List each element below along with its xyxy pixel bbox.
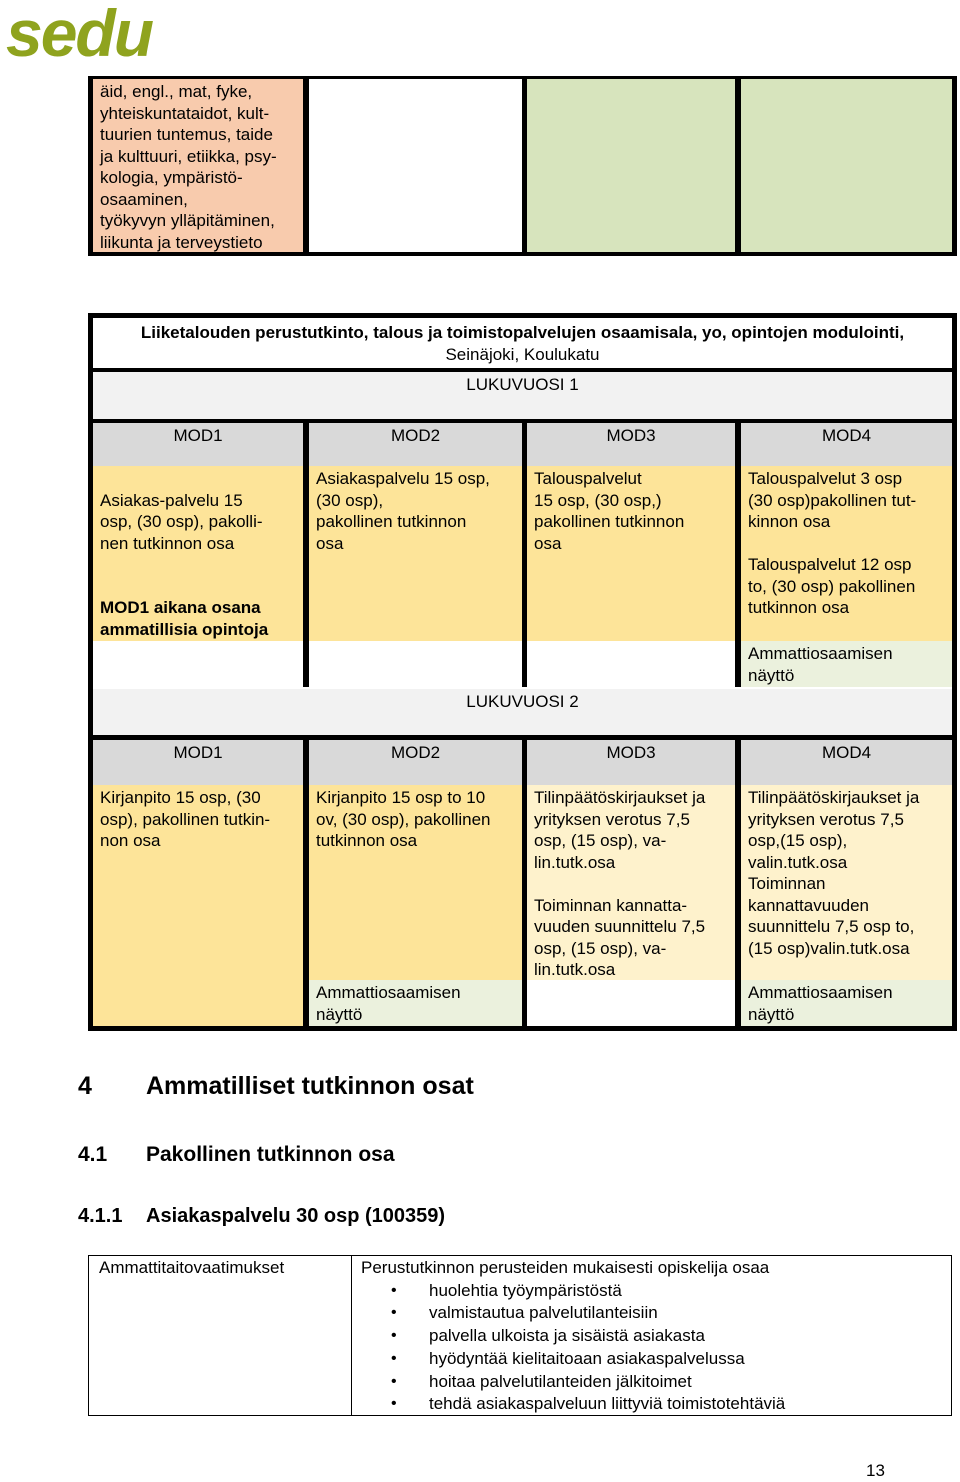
mod2-cell: Asiakaspalvelu 15 osp, (30 osp), pakollinen tutkinnon osa (309, 466, 522, 641)
logo-text: sedu (6, 0, 153, 70)
mod-header: MOD1 (93, 740, 303, 785)
mod-header: MOD4 (741, 423, 952, 466)
list-item: • hyödyntää kielitaitoaan asiakaspalvelussa (361, 1348, 943, 1371)
demo-cell: Ammattiosaamisen näyttö (309, 980, 522, 1026)
competence-intro: Perustutkinnon perusteiden mukaisesti opiskelija osaa (361, 1258, 770, 1277)
mod3-cell: Tilinpäätöskirjaukset ja yrityksen verotus 7,5 osp, (15 osp), va- lin.tutk.osa Toiminnan kannatta- vuuden suunnittelu 7,5 osp, (15 osp), va- lin.tutk.osa (527, 785, 735, 980)
mod-header: MOD3 (527, 740, 735, 785)
mod2-cell: Kirjanpito 15 osp to 10 ov, (30 osp), pakollinen tutkinnon osa (309, 785, 522, 980)
green-cell (527, 79, 735, 252)
mod1-cell (93, 466, 303, 641)
mod-header: MOD4 (741, 740, 952, 785)
heading-number: 4 (78, 1072, 92, 1100)
subjects-cell: äid, engl., mat, fyke, yhteiskuntataidot, kult- tuurien tuntemus, taide ja kulttuuri, etiikka, psy- kologia, ympäristö- osaaminen, työkyvyn ylläpitäminen, liikunta ja terveystieto (93, 79, 303, 252)
table-subtitle: Seinäjoki, Koulukatu (445, 345, 600, 364)
empty-cell (309, 79, 522, 252)
table-title: Liiketalouden perustutkinto, talous ja toimistopalvelujen osaamisala, yo, opintojen modulointi, (140, 323, 905, 342)
year-label: LUKUVUOSI 1 (93, 372, 952, 419)
mod1-cell: Kirjanpito 15 osp, (30 osp), pakollinen tutkin- non osa (93, 785, 303, 1026)
mod-header: MOD2 (309, 423, 522, 466)
competence-content (353, 1256, 951, 1415)
mod4-cell: Tilinpäätöskirjaukset ja yrityksen verotus 7,5 osp,(15 osp), valin.tutk.osa Toiminnan kannattavuuden suunnittelu 7,5 osp to, (15 osp)valin.tutk.osa (741, 785, 952, 980)
list-item: • palvella ulkoista ja sisäistä asiakasta (361, 1325, 943, 1348)
heading-text: Asiakaspalvelu 30 osp (100359) (146, 1205, 446, 1227)
list-item: • tehdä asiakaspalveluun liittyviä toimistotehtäviä (361, 1393, 943, 1416)
list-item: • huolehtia työympäristöstä (361, 1280, 943, 1303)
competence-table (88, 1255, 952, 1416)
mod4-cell: Talouspalvelut 3 osp (30 osp)pakollinen tut- kinnon osa Talouspalvelut 12 osp to, (30 osp) pakollinen tutkinnon osa (741, 466, 952, 641)
heading-number: 4.1 (78, 1143, 108, 1166)
heading-level-3 (78, 1206, 445, 1228)
heading-number: 4.1.1 (78, 1205, 123, 1227)
green-cell (741, 79, 952, 252)
list-item: • valmistautua palvelutilanteisiin (361, 1302, 943, 1325)
competence-list (361, 1280, 943, 1417)
mod-header: MOD1 (93, 423, 303, 466)
demo-cell: Ammattiosaamisen näyttö (741, 641, 952, 687)
mod1-text: Asiakas-palvelu 15 osp, (30 osp), pakolli- nen tutkinnon osa (100, 490, 263, 553)
heading-text: Pakollinen tutkinnon osa (146, 1143, 395, 1166)
heading-text: Ammatilliset tutkinnon osat (146, 1072, 474, 1100)
year-label: LUKUVUOSI 2 (93, 689, 952, 735)
sedu-logo (6, 0, 176, 70)
page-number: 13 (866, 1461, 885, 1480)
competence-label: Ammattitaitovaatimukset (89, 1256, 352, 1415)
demo-cell: Ammattiosaamisen näyttö (741, 980, 952, 1026)
heading-level-1 (78, 1072, 474, 1100)
mod1-bold-text: MOD1 aikana osana ammatillisia opintoja (100, 598, 269, 639)
mod-header: MOD2 (309, 740, 522, 785)
mod-header: MOD3 (527, 423, 735, 466)
mod3-cell: Talouspalvelut 15 osp, (30 osp,) pakollinen tutkinnon osa (527, 466, 735, 641)
list-item: • hoitaa palvelutilanteiden jälkitoimet (361, 1371, 943, 1394)
heading-level-2 (78, 1144, 395, 1166)
